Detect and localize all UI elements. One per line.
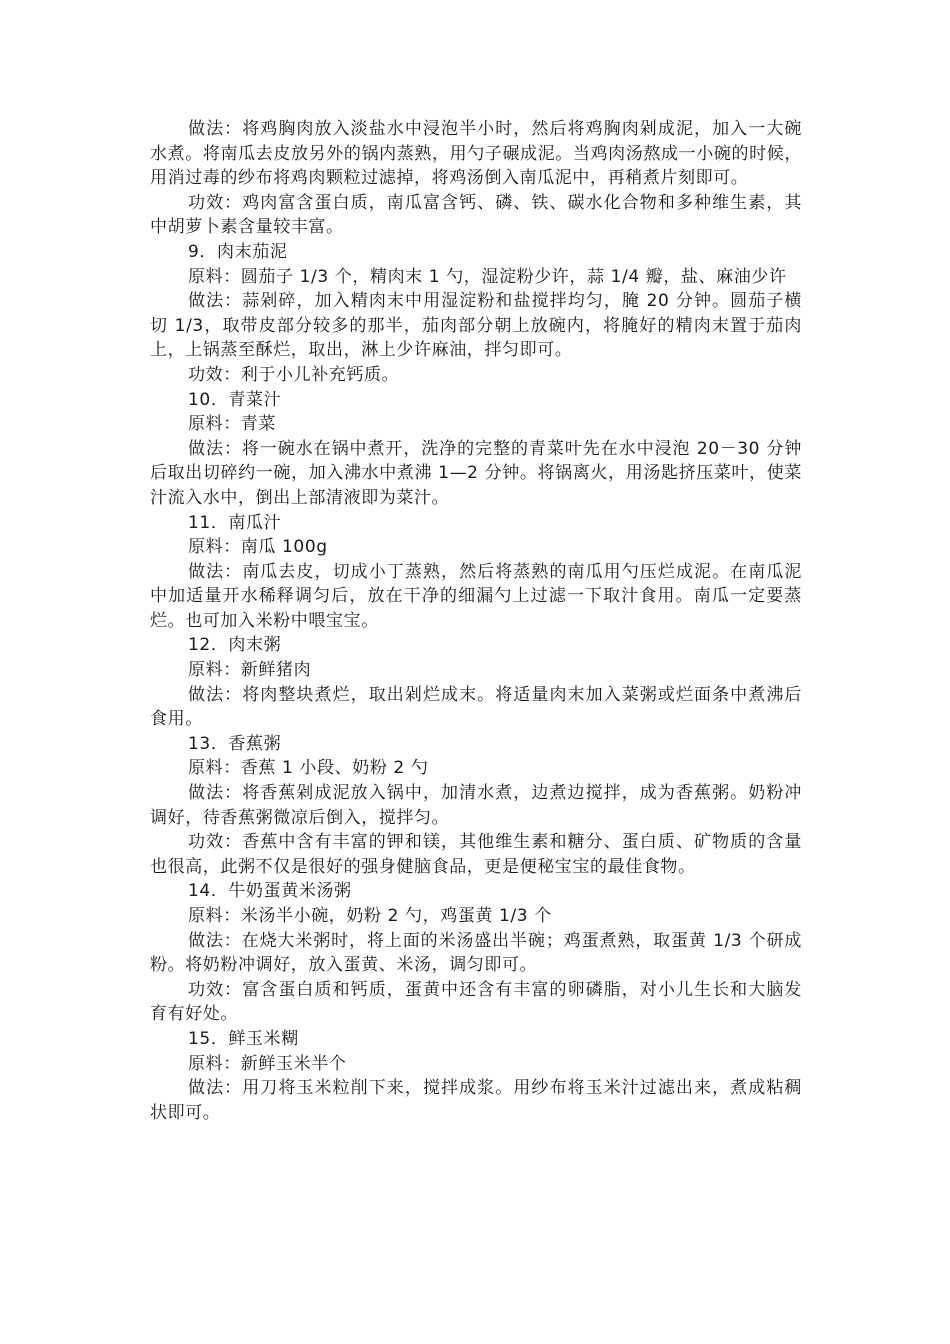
paragraph-method: 做法：在烧大米粥时，将上面的米汤盛出半碗；鸡蛋煮熟，取蛋黄 1/3 个研成粉。将奶粉冲调好，放入蛋黄、米汤，调匀即可。	[150, 930, 802, 976]
paragraph-ingredients: 原料：南瓜 100g	[188, 537, 328, 558]
document-page	[150, 117, 802, 1125]
paragraph-method: 做法：将香蕉剁成泥放入锅中，加清水煮，边煮边搅拌，成为香蕉粥。奶粉冲调好，待香蕉粥微凉后倒入，搅拌匀。	[150, 783, 802, 828]
paragraph-ingredients: 原料：香蕉 1 小段、奶粉 2 勺	[188, 758, 429, 779]
recipe-heading: 10．青菜汁	[188, 389, 282, 410]
recipe-heading: 13．香蕉粥	[188, 733, 282, 754]
paragraph-ingredients: 原料：青菜	[188, 414, 276, 435]
paragraph-effect: 功效：富含蛋白质和钙质，蛋黄中还含有丰富的卵磷脂，对小儿生长和大脑发育有好处。	[150, 979, 802, 1025]
paragraph-method: 做法：蒜剁碎，加入精肉末中用湿淀粉和盐搅拌均匀，腌 20 分钟。圆茄子横切 1/3，取带皮部分较多的那半，茄肉部分朝上放碗内，将腌好的精肉末置于茄肉上，上锅蒸至酥烂，取出，淋上少许麻油，拌匀即可。	[150, 291, 802, 361]
paragraph-method: 做法：南瓜去皮，切成小丁蒸熟，然后将蒸熟的南瓜用勺压烂成泥。在南瓜泥中加适量开水稀释调匀后，放在干净的细漏勺上过滤一下取汁食用。南瓜一定要蒸烂。也可加入米粉中喂宝宝。	[150, 561, 802, 631]
paragraph-ingredients: 原料：米汤半小碗，奶粉 2 勺，鸡蛋黄 1/3 个	[188, 906, 552, 926]
paragraph-ingredients: 原料：圆茄子 1/3 个，精肉末 1 勺，湿淀粉少许，蒜 1/4 瓣，盐、麻油少许	[188, 266, 787, 287]
paragraph-effect: 功效：鸡肉富含蛋白质，南瓜富含钙、磷、铁、碳水化合物和多种维生素，其中胡萝卜素含量较丰富。	[150, 192, 802, 238]
paragraph-method: 做法：将鸡胸肉放入淡盐水中浸泡半小时，然后将鸡胸肉剁成泥，加入一大碗水煮。将南瓜去皮放另外的锅内蒸熟，用勺子碾成泥。当鸡肉汤熬成一小碗的时候，用消过毒的纱布将鸡肉颗粒过滤掉，将鸡汤倒入南瓜泥中，再稍煮片刻即可。	[150, 119, 802, 189]
paragraph-effect: 功效：香蕉中含有丰富的钾和镁，其他维生素和糖分、蛋白质、矿物质的含量也很高，此粥不仅是很好的强身健脑食品，更是便秘宝宝的最佳食物。	[150, 832, 802, 877]
recipe-heading: 14．牛奶蛋黄米汤粥	[188, 881, 352, 902]
paragraph-effect: 功效：利于小儿补充钙质。	[188, 364, 400, 385]
paragraph-ingredients: 原料：新鲜玉米半个	[188, 1053, 347, 1074]
recipe-heading: 15．鲜玉米糊	[188, 1028, 299, 1049]
recipe-heading: 12．肉末粥	[188, 635, 282, 656]
recipe-heading: 9．肉末茄泥	[188, 241, 288, 262]
paragraph-ingredients: 原料：新鲜猪肉	[188, 660, 312, 681]
recipe-heading: 11．南瓜汁	[188, 512, 282, 533]
paragraph-method: 做法：用刀将玉米粒削下来，搅拌成浆。用纱布将玉米汁过滤出来，煮成粘稠状即可。	[150, 1078, 802, 1123]
paragraph-method: 做法：将肉整块煮烂，取出剁烂成末。将适量肉末加入菜粥或烂面条中煮沸后食用。	[150, 684, 802, 730]
paragraph-method: 做法：将一碗水在锅中煮开，洗净的完整的青菜叶先在水中浸泡 20－30 分钟后取出切碎约一碗，加入沸水中煮沸 1—2 分钟。将锅离火，用汤匙挤压菜叶，使菜汁流入水中，倒出上部清液即为菜汁。	[150, 438, 802, 508]
